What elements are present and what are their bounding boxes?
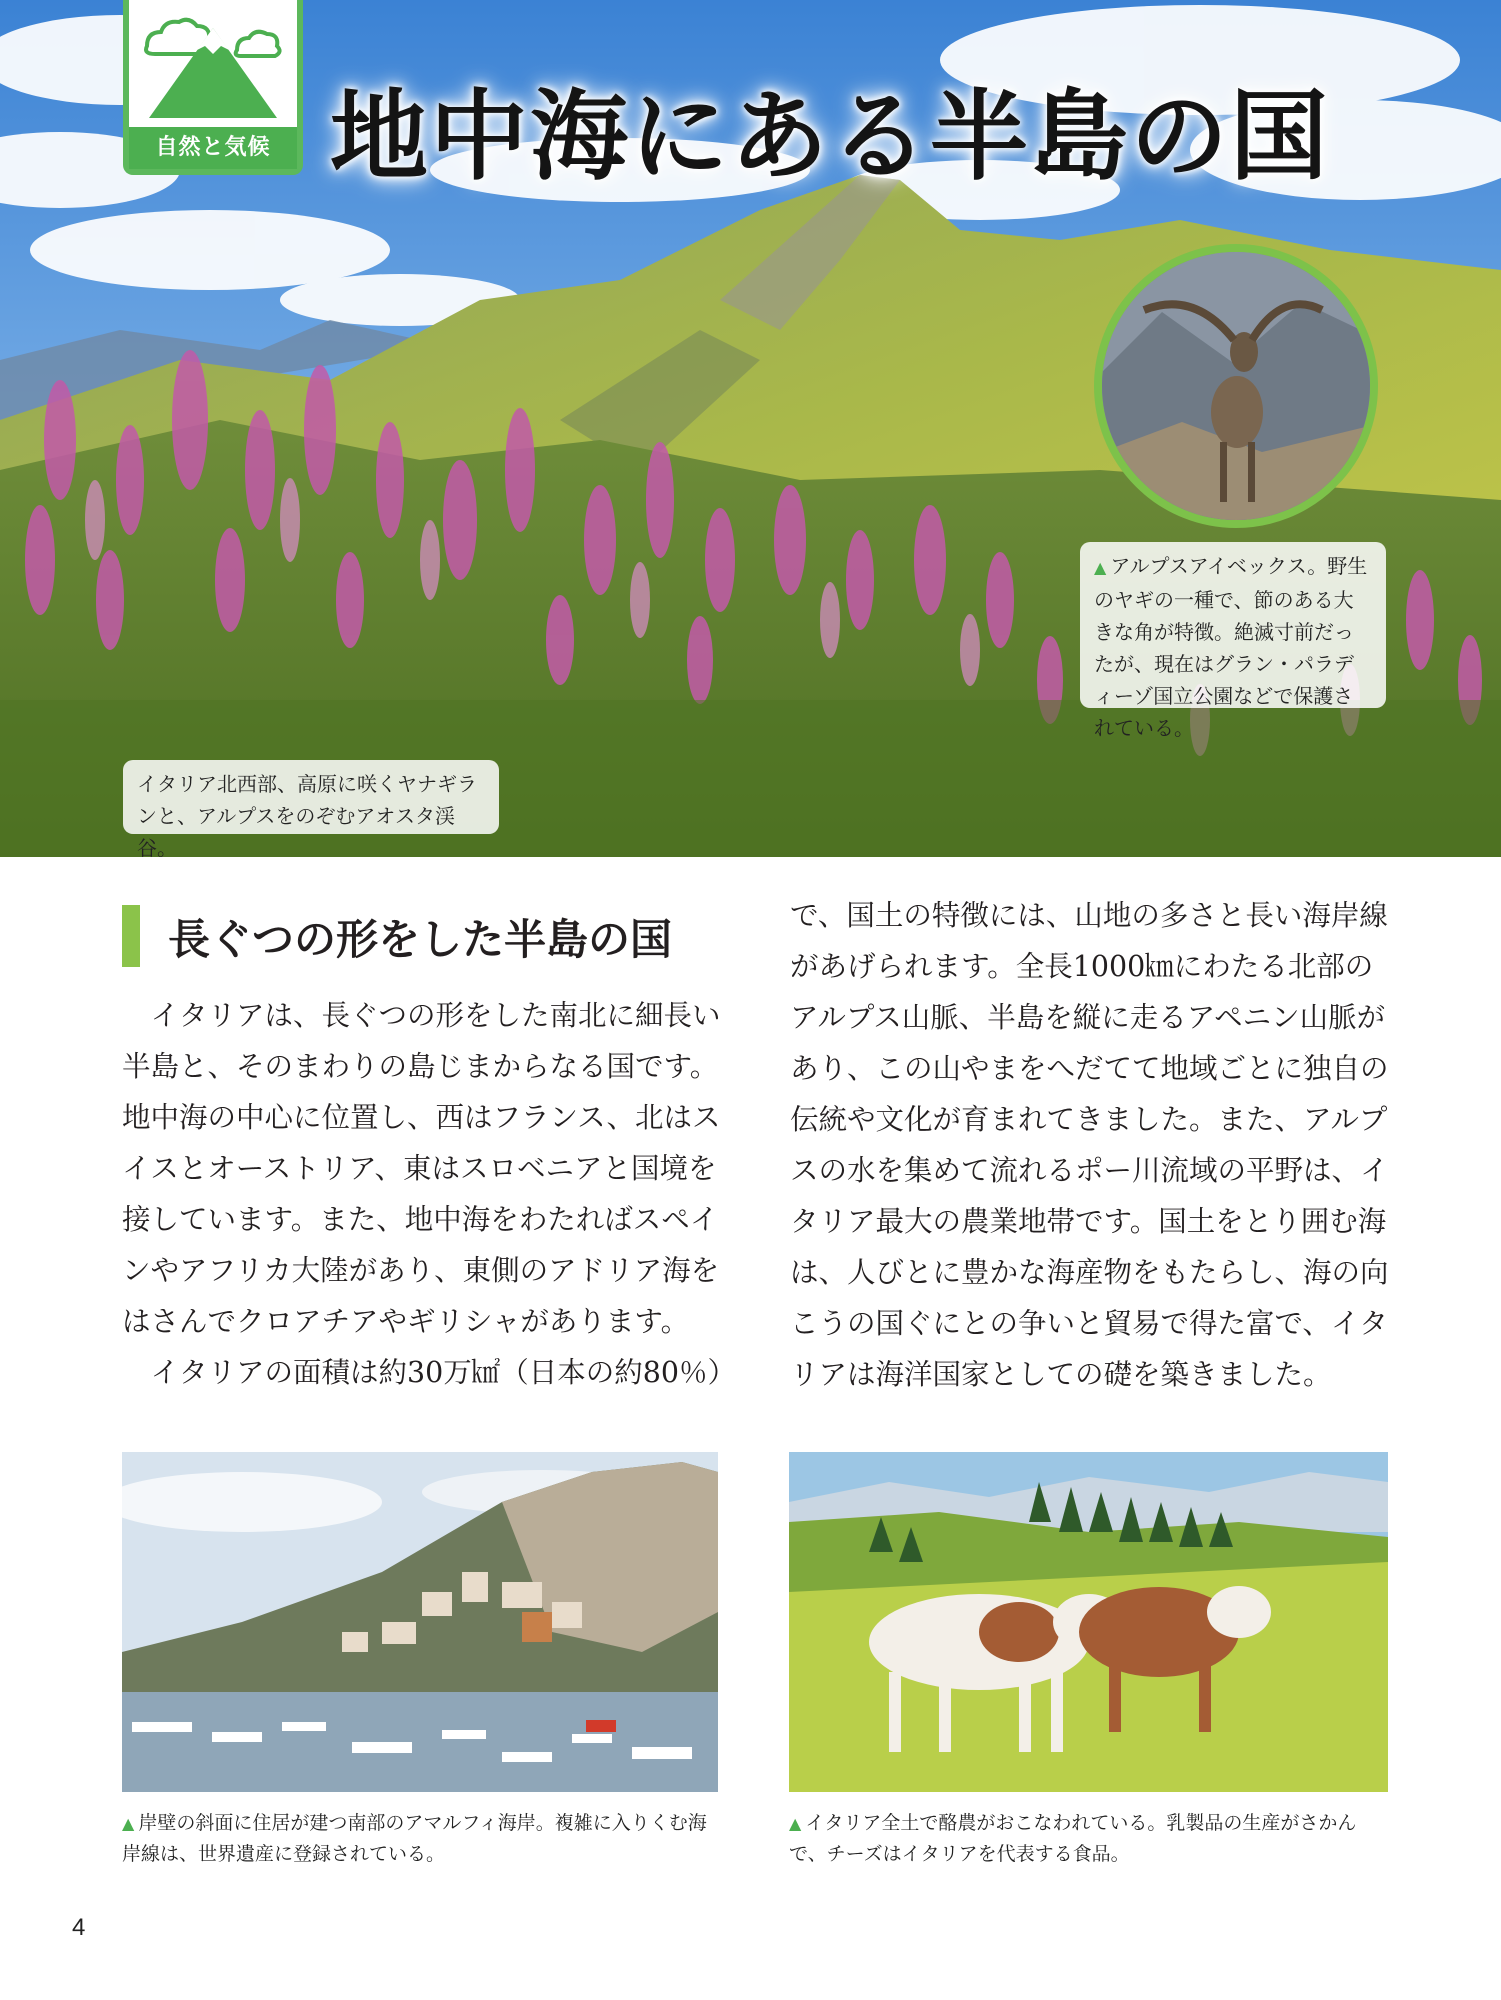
- ibex-caption-text: アルプスアイベックス。野生のヤギの一種で、節のある大きな角が特徴。絶滅寸前だったが、現在はグラン・パラディーゾ国立公園などで保護されている。: [1094, 554, 1368, 740]
- caption-marker-icon: ▲: [789, 1814, 802, 1833]
- valley-caption: [123, 760, 499, 857]
- body-paragraph-1: イタリアは、長ぐつの形をした南北に細長い半島と、そのまわりの島じまからなる国です。地中海の中心に位置し、西はフランス、北はスイスとオーストリア、東はスロベニアと国境を接しています。また、地中海をわたればスペインやアフリカ大陸があり、東側のアドリア海をはさんでクロアチアやギリシャがあります。: [122, 999, 721, 1338]
- body-column-left: [122, 990, 737, 1398]
- mountain-cloud-icon: [137, 6, 289, 126]
- valley-caption-text: イタリア北西部、高原に咲くヤナギランと、アルプスをのぞむアオスタ渓谷。: [137, 772, 477, 857]
- category-badge: [123, 0, 303, 175]
- caption-marker-icon: ▲: [1094, 558, 1107, 577]
- ibex-photo: [1094, 244, 1378, 528]
- caption-marker-icon: ▲: [122, 1814, 135, 1833]
- amalfi-photo: [122, 1452, 718, 1792]
- category-label: 自然と気候: [129, 127, 297, 169]
- dairy-cows-image: [789, 1452, 1388, 1792]
- ibex-image: [1102, 252, 1378, 528]
- cows-caption: [789, 1808, 1389, 1870]
- page-title: 地中海にある半島の国: [330, 80, 1331, 194]
- heading-accent-bar: [122, 905, 140, 967]
- body-column-right: [790, 890, 1390, 1400]
- ibex-caption: [1080, 542, 1386, 740]
- section-heading: 長ぐつの形をした半島の国: [168, 915, 673, 964]
- amalfi-coast-image: [122, 1452, 718, 1792]
- amalfi-caption-text: 岸壁の斜面に住居が建つ南部のアマルフィ海岸。複雑に入りくむ海岸線は、世界遺産に登録されている。: [122, 1812, 707, 1865]
- body-paragraph-2-start: イタリアの面積は約30万㎢（日本の約80％）: [150, 1356, 737, 1389]
- hero-photo: [0, 0, 1501, 857]
- cows-photo: [789, 1452, 1388, 1792]
- body-paragraph-2-cont: で、国土の特徴には、山地の多さと長い海岸線があげられます。全長1000㎞にわたる北部のアルプス山脈、半島を縦に走るアペニン山脈があり、この山やまをへだてて地域ごとに独自の伝統や文化が育まれてきました。また、アルプスの水を集めて流れるポー川流域の平野は、イタリア最大の農業地帯です。国土をとり囲む海は、人びとに豊かな海産物をもたらし、海の向こうの国ぐにとの争いと貿易で得た富で、イタリアは海洋国家としての礎を築きました。: [790, 899, 1389, 1391]
- cows-caption-text: イタリア全土で酪農がおこなわれている。乳製品の生産がさかんで、チーズはイタリアを代表する食品。: [789, 1812, 1357, 1865]
- page-number: 4: [72, 1914, 86, 1941]
- amalfi-caption: [122, 1808, 722, 1870]
